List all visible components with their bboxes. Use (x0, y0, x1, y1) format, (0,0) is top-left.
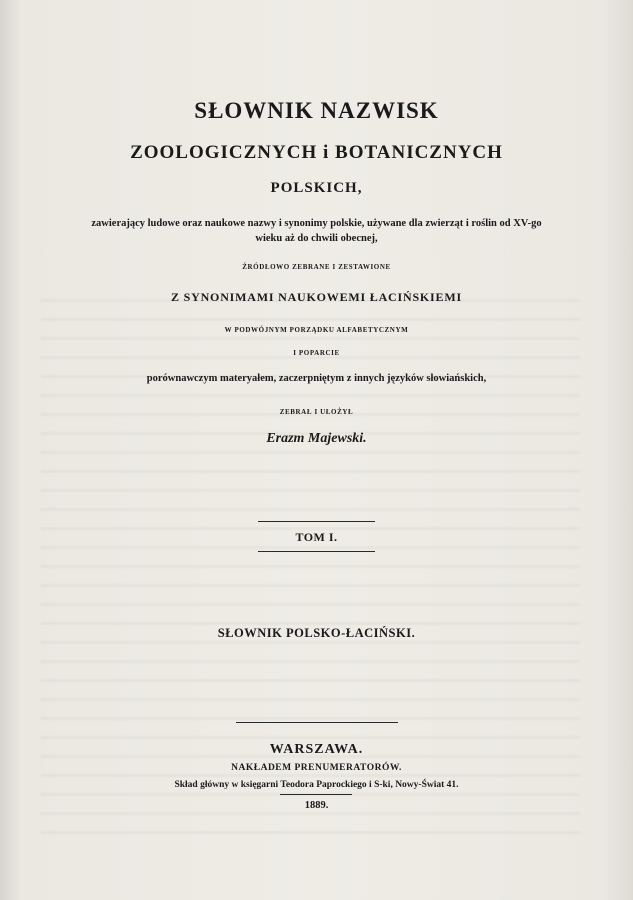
order-line: W PODWÓJNYM PORZĄDKU ALFABETYCZNYM (224, 326, 409, 334)
sale-location: Skład główny w księgarni Teodora Paprockiego i S-ki, Nowy-Świat 41. (174, 780, 459, 790)
description-line-1: zawierający ludowe oraz naukowe nazwy i synonimy polskie, używane dla zwierząt i roślin od XV-go (91, 218, 542, 229)
imprint-rule (236, 722, 398, 723)
description (70, 216, 563, 246)
supported-line: I POPARCIE (293, 349, 340, 357)
compiled-line: ŹRÓDŁOWO ZEBRANE I ZESTAWIONE (242, 263, 391, 271)
description-line-2: wieku aż do chwili obecnej, (255, 233, 378, 244)
year-rule (280, 794, 352, 795)
main-title: SŁOWNIK NAZWISK (194, 98, 439, 123)
city: WARSZAWA. (269, 742, 364, 757)
author-name: Erazm Majewski. (266, 431, 367, 446)
subtitle-2: POLSKICH, (270, 180, 363, 196)
volume-rule-top (258, 521, 375, 522)
part-title: SŁOWNIK POLSKO-ŁACIŃSKI. (217, 626, 416, 640)
collected-by-line: ZEBRAŁ I UŁOŻYŁ (279, 408, 354, 416)
publisher: NAKŁADEM PRENUMERATORÓW. (231, 763, 402, 773)
year: 1889. (304, 800, 329, 811)
comparative-line: porównawczym materyałem, zaczerpniętym z innych języków słowiańskich, (146, 373, 487, 384)
volume-label: TOM I. (295, 530, 338, 544)
volume-rule-bottom (258, 551, 375, 552)
synonyms-line: Z SYNONIMAMI NAUKOWEMI ŁACIŃSKIEMI (171, 290, 462, 304)
subtitle: ZOOLOGICZNYCH i BOTANICZNYCH (130, 142, 503, 163)
